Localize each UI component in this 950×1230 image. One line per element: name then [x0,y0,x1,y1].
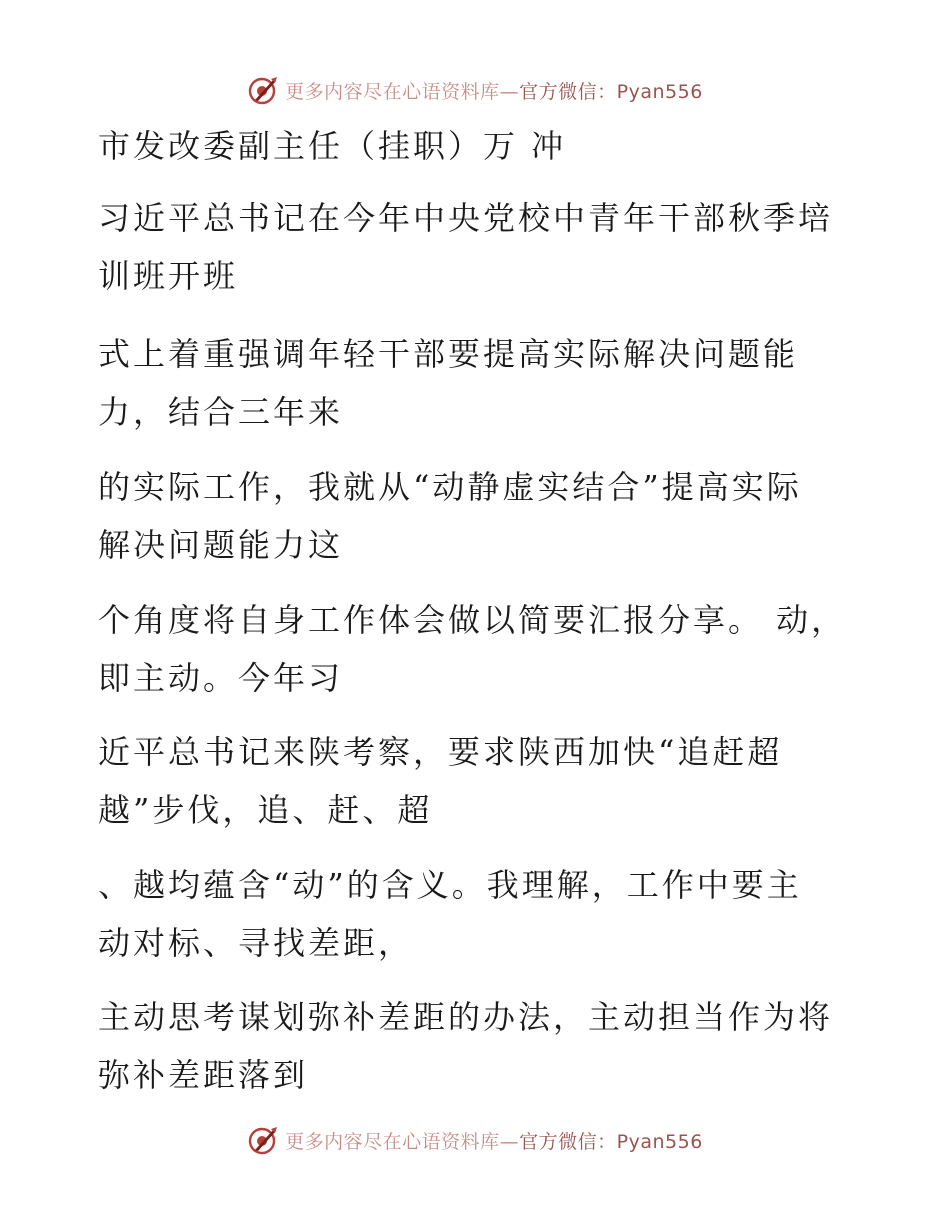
body-line: 即主动。今年习 [98,659,344,697]
header-banner-text: 更多内容尽在心语资料库—官方微信：Pyan556 [285,80,703,103]
body-line: 动对标、寻找差距， [98,924,414,962]
footer-banner-text: 更多内容尽在心语资料库—官方微信：Pyan556 [285,1130,703,1153]
body-line: 的实际工作，我就从“动静虚实结合”提高实际 [98,468,802,506]
body-line: 近平总书记来陕考察，要求陕西加快“追赶超 [98,733,783,771]
body-line: 越”步伐，追、赶、超 [98,791,433,829]
footer-banner [0,1120,950,1160]
body-line: 弥补差距落到 [98,1056,309,1094]
body-line: 习近平总书记在今年中央党校中青年干部秋季培 [98,199,834,237]
body-line: 力，结合三年来 [98,393,344,431]
body-line: 市发改委副主任（挂职）万 冲 [98,127,567,165]
body-line: 式上着重强调年轻干部要提高实际解决问题能 [98,335,799,373]
body-line: 个角度将自身工作体会做以简要汇报分享。 动， [98,601,847,639]
quill-logo-icon [247,1124,279,1156]
body-line: 解决问题能力这 [98,526,344,564]
body-line: 训班开班 [98,257,239,295]
body-line: 主动思考谋划弥补差距的办法，主动担当作为将 [98,998,834,1036]
body-line: 、越均蕴含“动”的含义。我理解，工作中要主 [98,866,802,904]
